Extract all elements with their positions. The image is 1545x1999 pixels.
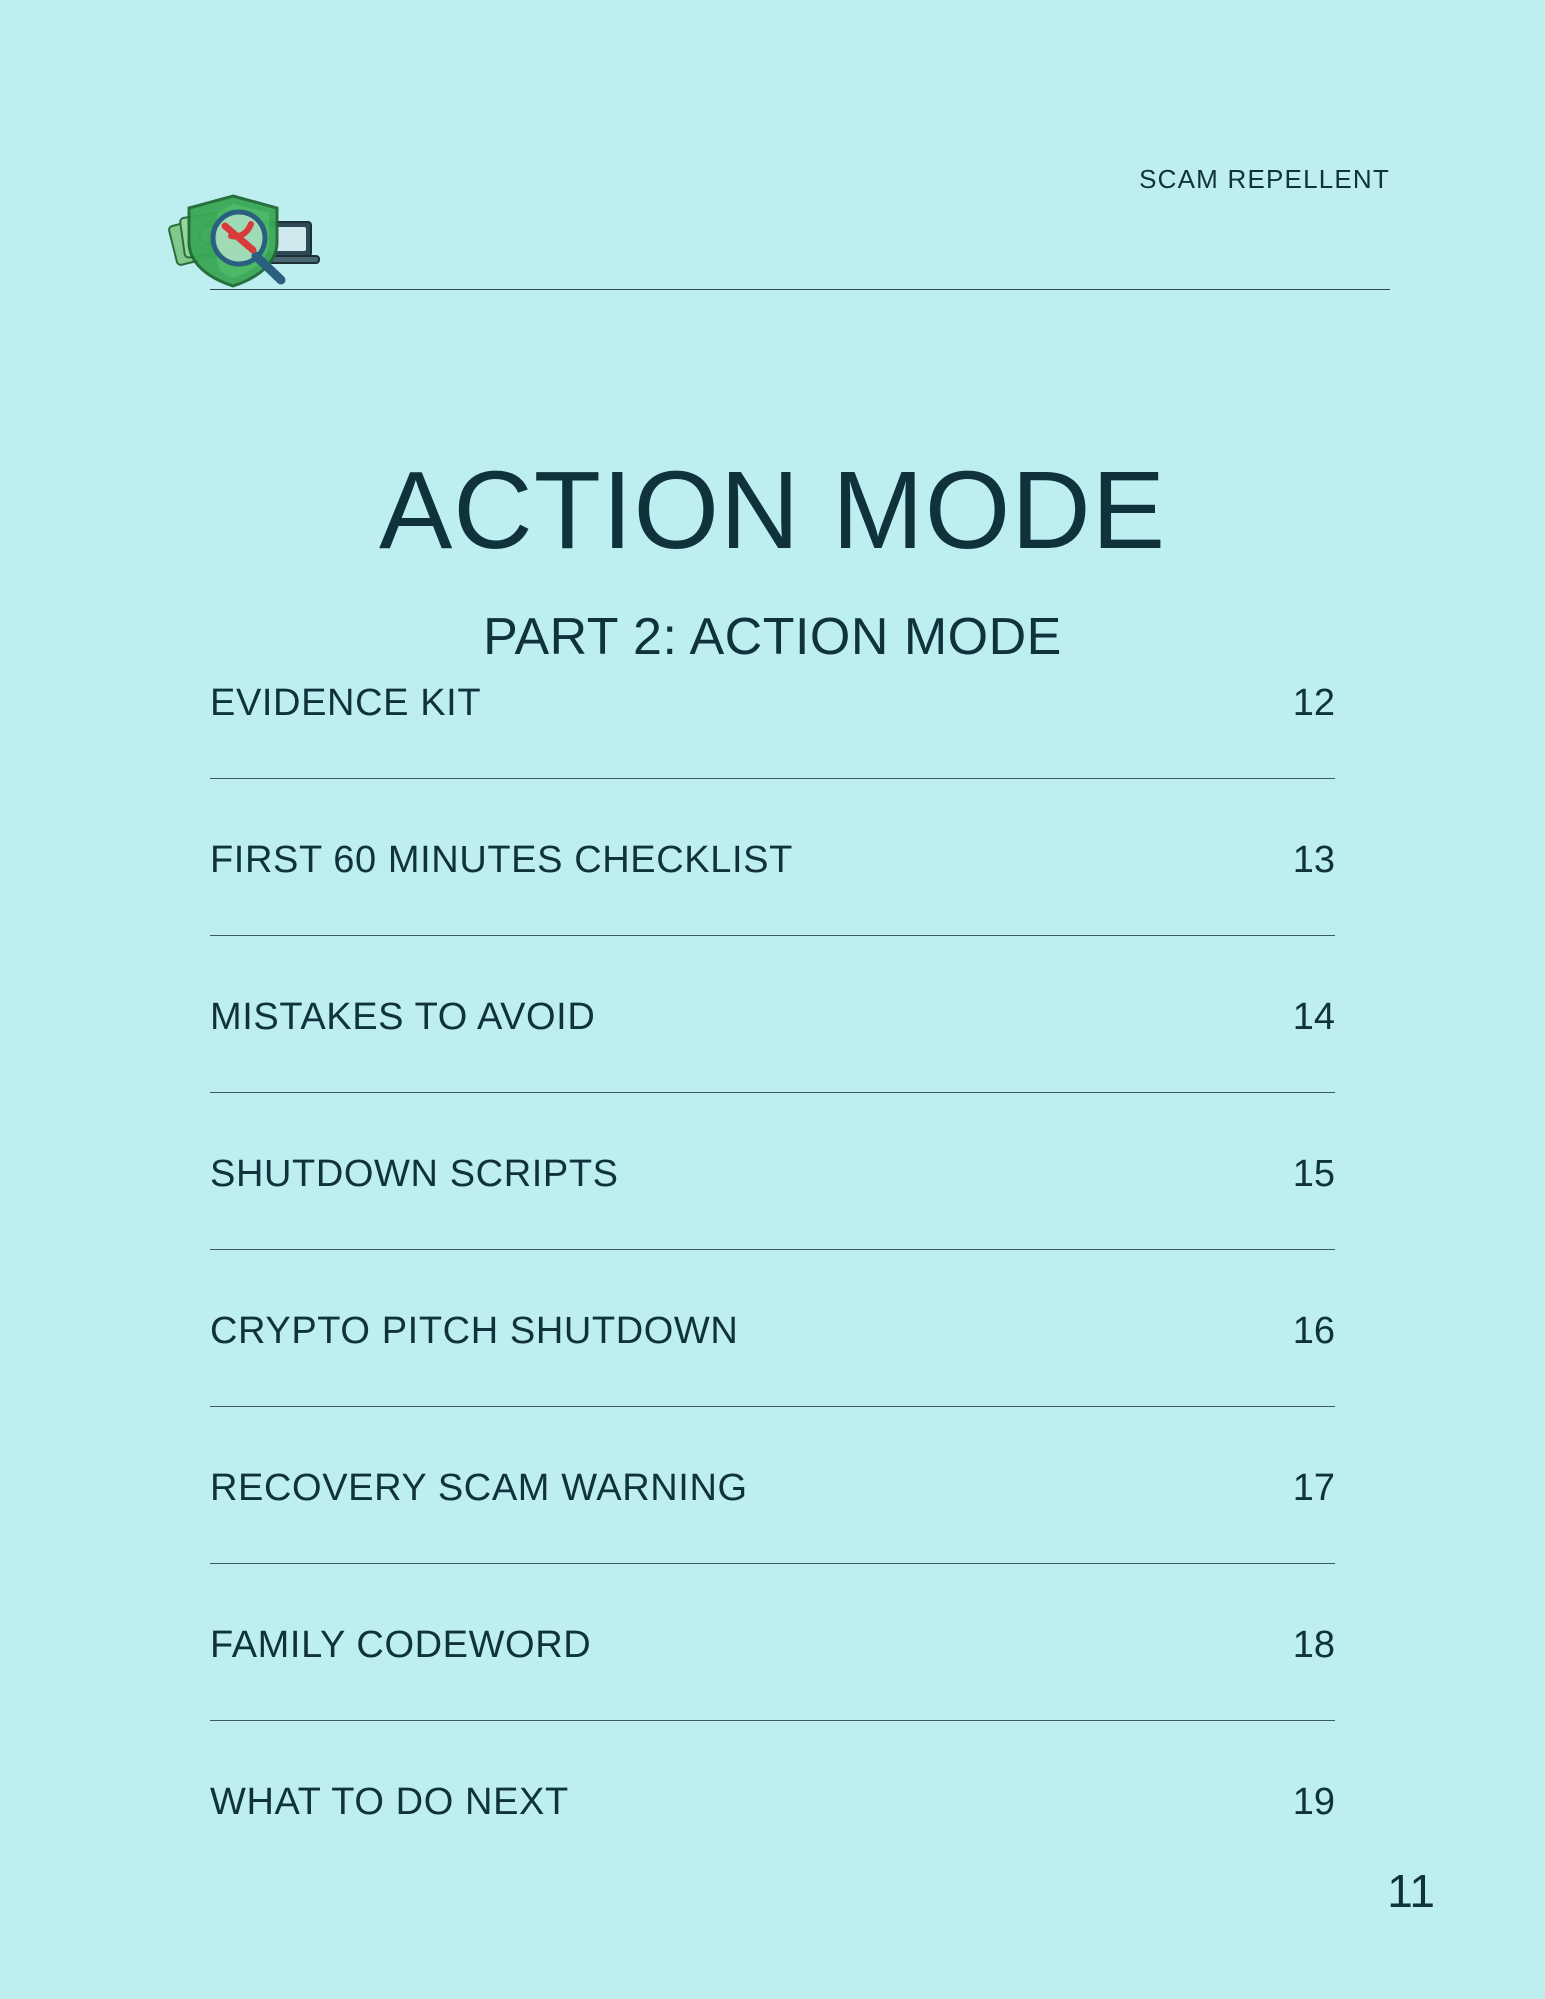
- toc-entry-page: 12: [1292, 682, 1335, 724]
- list-item[interactable]: [210, 660, 1335, 817]
- toc-entry-label: MISTAKES TO AVOID: [210, 996, 596, 1038]
- toc-divider: [210, 778, 1335, 779]
- toc-entry-label: EVIDENCE KIT: [210, 682, 482, 724]
- toc-entry-page: 16: [1292, 1310, 1335, 1352]
- toc-entry-label: WHAT TO DO NEXT: [210, 1781, 569, 1823]
- toc-entry-page: 13: [1292, 839, 1335, 881]
- toc-entry-label: FIRST 60 MINUTES CHECKLIST: [210, 839, 793, 881]
- list-item[interactable]: [210, 1602, 1335, 1759]
- toc-entry-label: SHUTDOWN SCRIPTS: [210, 1153, 619, 1195]
- page-subtitle: PART 2: ACTION MODE: [483, 608, 1062, 667]
- toc-divider: [210, 935, 1335, 936]
- toc-entry-label: CRYPTO PITCH SHUTDOWN: [210, 1310, 739, 1352]
- list-item[interactable]: [210, 1445, 1335, 1602]
- toc-entry-label: RECOVERY SCAM WARNING: [210, 1467, 748, 1509]
- toc-divider: [210, 1406, 1335, 1407]
- list-item[interactable]: [210, 1759, 1335, 1916]
- toc-divider: [210, 1249, 1335, 1250]
- toc-divider: [210, 1720, 1335, 1721]
- toc-entry-page: 19: [1292, 1781, 1335, 1823]
- toc-entry-page: 18: [1292, 1624, 1335, 1666]
- toc-entry-page: 15: [1292, 1153, 1335, 1195]
- toc-entry-page: 14: [1292, 996, 1335, 1038]
- brand-label: SCAM REPELLENT: [1139, 164, 1390, 194]
- shield-magnifier-logo: [155, 180, 335, 300]
- toc-divider: [210, 1092, 1335, 1093]
- page-title: ACTION MODE: [378, 448, 1167, 572]
- header-divider: [210, 289, 1390, 290]
- toc-entry-label: FAMILY CODEWORD: [210, 1624, 592, 1666]
- list-item[interactable]: [210, 1288, 1335, 1445]
- list-item[interactable]: [210, 817, 1335, 974]
- toc-divider: [210, 1563, 1335, 1564]
- table-of-contents: [210, 660, 1335, 1916]
- toc-entry-page: 17: [1292, 1467, 1335, 1509]
- page-header: [155, 150, 1390, 290]
- list-item[interactable]: [210, 1131, 1335, 1288]
- page-number: 11: [1387, 1865, 1435, 1917]
- list-item[interactable]: [210, 974, 1335, 1131]
